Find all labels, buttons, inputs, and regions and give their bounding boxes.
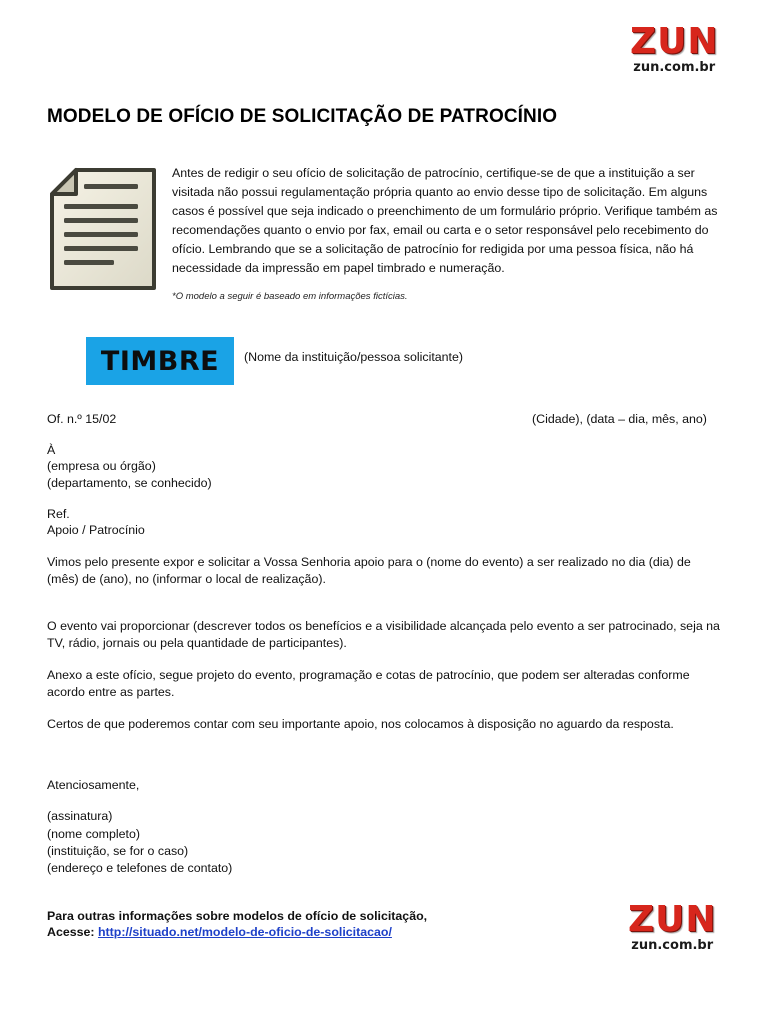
recipient-prefix: À	[47, 443, 56, 457]
access-label: Acesse:	[47, 925, 95, 939]
intro-paragraph: Antes de redigir o seu ofício de solicitação de patrocínio, certifique-se de que a instituição a ser visitada não possui regulamentação própria quanto ao envio desse tipo de solicitação. Em alguns casos é possível que seja indicado o preenchimento de um formulário próprio. Verifique também as recomendações quanto o envio por fax, email ou carta e o setor responsável pelo recebimento do ofício. Lembrando que se a solicitação de patrocínio for redigida por uma pessoa física, não há necessidade da impressão em papel timbrado e numeração.	[172, 166, 718, 275]
paragraph-request: Vimos pelo presente expor e solicitar a Vossa Senhoria apoio para o (nome do evento) a ser realizado no dia (dia) de (mês) de (ano), no (informar o local de realização).	[47, 555, 691, 586]
timbre-label: (Nome da instituição/pessoa solicitante)	[244, 350, 464, 364]
paragraph-closing: Certos de que poderemos contar com seu importante apoio, nos colocamos à disposição no aguardo da resposta.	[47, 717, 674, 731]
solicitation-model-link[interactable]: http://situado.net/modelo-de-oficio-de-solicitacao/	[97, 925, 392, 939]
logo-domain: zun.com.br	[633, 60, 716, 75]
logo-brand: ZUN	[630, 21, 719, 62]
ref-label: Ref.	[47, 507, 70, 521]
paragraph-benefits: O evento vai proporcionar (descrever todos os benefícios e a visibilidade alcançada pelo evento a ser patrocinado, seja na TV, rádio, jornais ou pela quantidade de participantes).	[47, 619, 720, 650]
more-info-text: Para outras informações sobre modelos de ofício de solicitação,	[47, 909, 428, 923]
ref-subject: Apoio / Patrocínio	[47, 523, 145, 537]
institution-line: (instituição, se for o caso)	[47, 844, 189, 858]
logo-domain: zun.com.br	[631, 938, 714, 953]
contact-line: (endereço e telefones de contato)	[47, 861, 233, 875]
logo-brand: ZUN	[628, 899, 717, 940]
signature-line: (assinatura)	[47, 809, 113, 823]
recipient-department: (departamento, se conhecido)	[47, 476, 212, 490]
fictitious-note: *O modelo a seguir é baseado em informações fictícias.	[172, 291, 408, 302]
city-date: (Cidade), (data – dia, mês, ano)	[532, 412, 707, 426]
closing-salutation: Atenciosamente,	[47, 778, 140, 792]
timbre-box: TIMBRE	[86, 337, 234, 385]
full-name-line: (nome completo)	[47, 827, 140, 841]
document-icon	[48, 166, 158, 292]
zun-logo-top	[630, 21, 719, 75]
paragraph-attachment: Anexo a este ofício, segue projeto do evento, programação e cotas de patrocínio, que podem ser alteradas conforme acordo entre as partes.	[47, 668, 690, 699]
zun-logo-bottom	[628, 899, 717, 953]
access-line	[47, 924, 392, 941]
page-title: MODELO DE OFÍCIO DE SOLICITAÇÃO DE PATROCÍNIO	[47, 106, 558, 127]
recipient-company: (empresa ou órgão)	[47, 459, 156, 473]
office-number: Of. n.º 15/02	[47, 412, 117, 426]
